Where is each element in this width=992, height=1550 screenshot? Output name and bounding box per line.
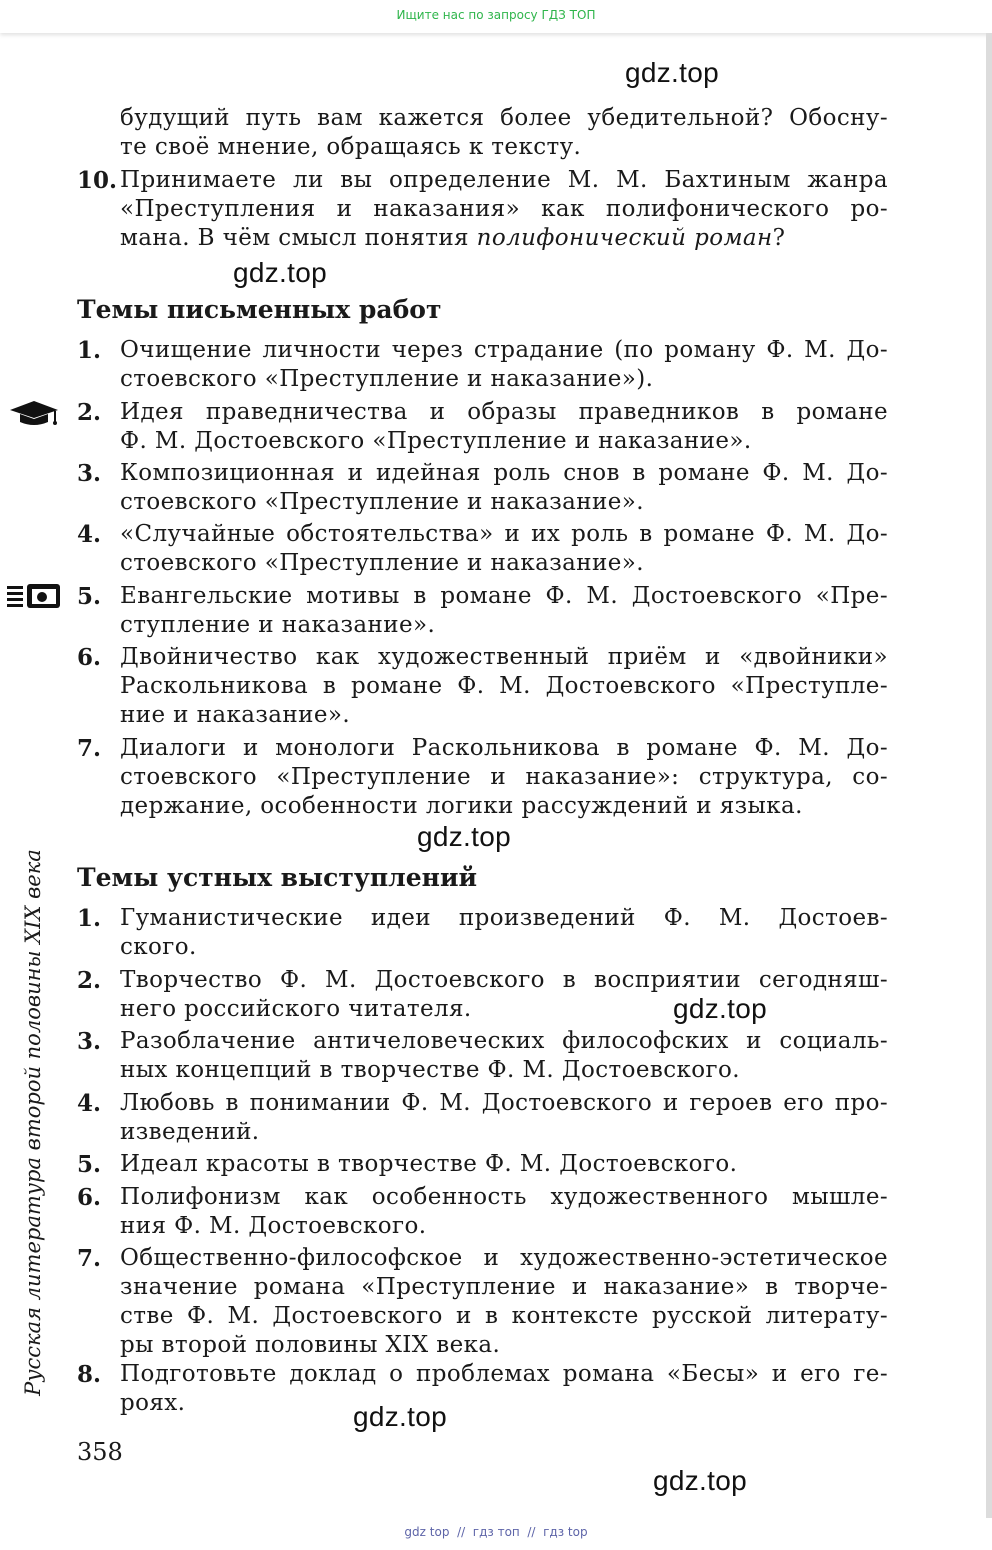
item-line: Подготовьте доклад о проблемах романа «Бесы» и его ге-: [120, 1361, 888, 1387]
written-topics-heading: Темы письменных работ: [77, 295, 442, 324]
watermark: gdz.top: [417, 821, 511, 852]
item-number: 7.: [77, 735, 102, 762]
item-number: 2.: [77, 399, 102, 426]
item-line: стоевского «Преступление и наказание».: [120, 550, 644, 576]
item-number: 6.: [77, 644, 102, 671]
item-line: Гуманистические идеи произведений Ф. М. Достоев-: [120, 905, 888, 931]
item-line: ние и наказание».: [120, 702, 351, 728]
item-line: стоевского «Преступление и наказание»).: [120, 366, 654, 392]
question-line: Принимаете ли вы определение М. М. Бахтиным жанра: [120, 167, 888, 193]
item-line: стве Ф. М. Достоевского и в контексте русской литерату-: [120, 1303, 888, 1329]
question-text: мана. В чём смысл понятия: [120, 225, 477, 251]
question-term: полифонический роман: [476, 225, 773, 251]
item-line: Полифонизм как особенность художественного мышле-: [120, 1184, 888, 1210]
item-line: роях.: [120, 1390, 186, 1416]
item-line: ступление и наказание».: [120, 612, 436, 638]
question-line: [120, 224, 888, 253]
item-number: 6.: [77, 1184, 102, 1211]
question-tail-line: те своё мнение, обращаясь к тексту.: [120, 134, 582, 160]
banner-text[interactable]: Ищите нас по запросу ГДЗ ТОП: [396, 8, 596, 22]
item-line: ского.: [120, 934, 197, 960]
item-line: Композиционная и идейная роль снов в романе Ф. М. До-: [120, 460, 888, 486]
item-number: 4.: [77, 521, 102, 548]
item-line: стоевского «Преступление и наказание».: [120, 489, 644, 515]
top-banner[interactable]: [0, 0, 992, 33]
item-number: 1.: [77, 905, 102, 932]
item-line: ния Ф. М. Достоевского.: [120, 1213, 427, 1239]
page-right-border: [986, 33, 992, 1518]
item-line: ных концепций в творчестве Ф. М. Достоевского.: [120, 1057, 740, 1083]
watermark: gdz.top: [625, 57, 719, 88]
item-line: значение романа «Преступление и наказание» в творче-: [120, 1274, 888, 1300]
item-line: стоевского «Преступление и наказание»: структура, со-: [120, 764, 888, 790]
item-line: Идея праведничества и образы праведников в романе: [120, 399, 888, 425]
watermark: gdz.top: [233, 257, 327, 288]
item-line: Диалоги и монологи Раскольникова в романе Ф. М. До-: [120, 735, 888, 761]
item-number: 5.: [77, 1151, 102, 1178]
item-line: Евангельские мотивы в романе Ф. М. Достоевского «Пре-: [120, 583, 888, 609]
footer-links-text[interactable]: gdz top // гдз топ // гдз top: [404, 1525, 588, 1539]
item-line: Ф. М. Достоевского «Преступление и наказание».: [120, 428, 752, 454]
item-line: «Случайные обстоятельства» и их роль в романе Ф. М. До-: [120, 521, 888, 547]
item-line: Раскольникова в романе Ф. М. Достоевского «Преступле-: [120, 673, 888, 699]
item-line: Идеал красоты в творчестве Ф. М. Достоевского.: [120, 1151, 738, 1177]
media-resource-icon: [6, 583, 62, 609]
footer-links[interactable]: [0, 1518, 992, 1550]
item-number: 8.: [77, 1361, 102, 1388]
item-number: 5.: [77, 583, 102, 610]
item-line: ры второй половины XIX века.: [120, 1332, 501, 1358]
page-number: 358: [77, 1438, 123, 1466]
watermark: gdz.top: [653, 1465, 747, 1496]
item-line: изведений.: [120, 1119, 260, 1145]
side-section-title: Русская литература второй половины XIX века: [21, 849, 45, 1396]
item-line: держание, особенности логики рассуждений и языка.: [120, 793, 803, 819]
item-number: 7.: [77, 1245, 102, 1272]
item-number: 2.: [77, 967, 102, 994]
question-tail-line: будущий путь вам кажется более убедительной? Обосну-: [120, 105, 888, 131]
item-line: Творчество Ф. М. Достоевского в восприятии сегодняш-: [120, 967, 888, 993]
item-line: Очищение личности через страдание (по роману Ф. М. До-: [120, 337, 888, 363]
item-line: него российского читателя.: [120, 996, 472, 1022]
graduation-cap-icon: [8, 398, 62, 428]
question-mark: ?: [772, 225, 786, 251]
item-number: 1.: [77, 337, 102, 364]
item-line: Общественно-философское и художественно-эстетическое: [120, 1245, 888, 1271]
item-line: Двойничество как художественный приём и «двойники»: [120, 644, 888, 670]
oral-topics-heading: Темы устных выступлений: [77, 863, 478, 892]
item-line: Разоблачение античеловеческих философских и социаль-: [120, 1028, 888, 1054]
item-number: 3.: [77, 1028, 102, 1055]
watermark: gdz.top: [673, 993, 767, 1024]
question-line: «Преступления и наказания» как полифонического ро-: [120, 196, 888, 222]
item-line: Любовь в понимании Ф. М. Достоевского и героев его про-: [120, 1090, 888, 1116]
watermark: gdz.top: [353, 1401, 447, 1432]
item-number: 4.: [77, 1090, 102, 1117]
question-number: 10.: [77, 167, 118, 194]
item-number: 3.: [77, 460, 102, 487]
